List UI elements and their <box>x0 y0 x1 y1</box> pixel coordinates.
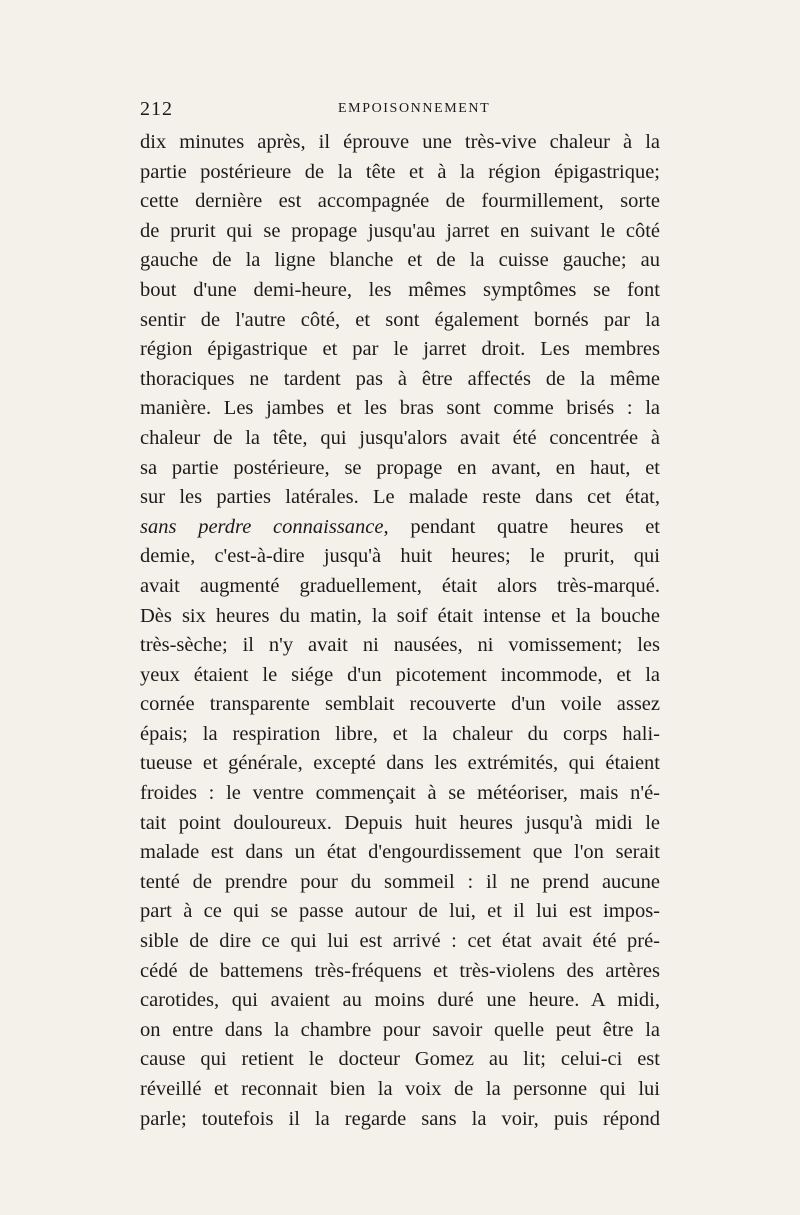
text-line: cornée transparente semblait recouverte d'un voile assez <box>140 693 660 716</box>
text-line: demie, c'est-à-dire jusqu'à huit heures; le prurit, qui <box>140 545 660 568</box>
text-line: cédé de battemens très-fréquens et très-violens des artères <box>140 959 660 982</box>
text-line: carotides, qui avaient au moins duré une heure. A midi, <box>140 989 660 1012</box>
text-line: chaleur de la tête, qui jusqu'alors avait été concentrée à <box>140 426 660 449</box>
text-line: malade est dans un état d'engourdissement que l'on serait <box>140 841 660 864</box>
text-line: région épigastrique et par le jarret droit. Les membres <box>140 338 660 361</box>
text-line: partie postérieure de la tête et à la région épigastrique; <box>140 160 660 183</box>
text-line: froides : le ventre commençait à se météoriser, mais n'é- <box>140 782 660 805</box>
text-line: on entre dans la chambre pour savoir quelle peut être la <box>140 1018 660 1041</box>
text-line: avait augmenté graduellement, était alors très-marqué. <box>140 574 660 597</box>
text-line: bout d'une demi-heure, les mêmes symptômes se font <box>140 278 660 301</box>
text-line: yeux étaient le siége d'un picotement incommode, et la <box>140 663 660 686</box>
line-rest: , pendant quatre heures et <box>383 515 660 538</box>
text-line: épais; la respiration libre, et la chaleur du corps hali- <box>140 722 660 745</box>
text-line: cette dernière est accompagnée de fourmillement, sorte <box>140 190 660 213</box>
running-title: EMPOISONNEMENT <box>338 101 491 116</box>
text-line: thoraciques ne tardent pas à être affectés de la même <box>140 367 660 390</box>
text-line: tait point douloureux. Depuis huit heures jusqu'à midi le <box>140 811 660 834</box>
body-text <box>140 128 660 1134</box>
text-line: dix minutes après, il éprouve une très-vive chaleur à la <box>140 131 660 153</box>
text-line <box>140 513 660 543</box>
text-line: sible de dire ce qui lui est arrivé : cet état avait été pré- <box>140 930 660 953</box>
text-line: tueuse et générale, excepté dans les extrémités, qui étaient <box>140 752 660 775</box>
text-line: part à ce qui se passe autour de lui, et il lui est impos- <box>140 900 660 923</box>
text-line: manière. Les jambes et les bras sont comme brisés : la <box>140 397 660 420</box>
text-line: sa partie postérieure, se propage en avant, en haut, et <box>140 456 660 479</box>
text-line: de prurit qui se propage jusqu'au jarret en suivant le côté <box>140 219 660 242</box>
page-header <box>140 98 660 122</box>
text-line: cause qui retient le docteur Gomez au lit; celui-ci est <box>140 1048 660 1071</box>
text-line: Dès six heures du matin, la soif était intense et la bouche <box>140 604 660 627</box>
page-number: 212 <box>140 98 173 120</box>
text-line: tenté de prendre pour du sommeil : il ne prend aucune <box>140 870 660 893</box>
text-line: sentir de l'autre côté, et sont également bornés par la <box>140 308 660 331</box>
text-line: parle; toutefois il la regarde sans la voir, puis répond <box>140 1107 660 1130</box>
text-line: très-sèche; il n'y avait ni nausées, ni vomissement; les <box>140 634 660 657</box>
text-line: réveillé et reconnait bien la voix de la personne qui lui <box>140 1078 660 1100</box>
text-line: gauche de la ligne blanche et de la cuisse gauche; au <box>140 249 660 272</box>
italic-phrase: sans perdre connaissance <box>140 515 384 538</box>
text-line: sur les parties latérales. Le malade reste dans cet état, <box>140 486 660 509</box>
